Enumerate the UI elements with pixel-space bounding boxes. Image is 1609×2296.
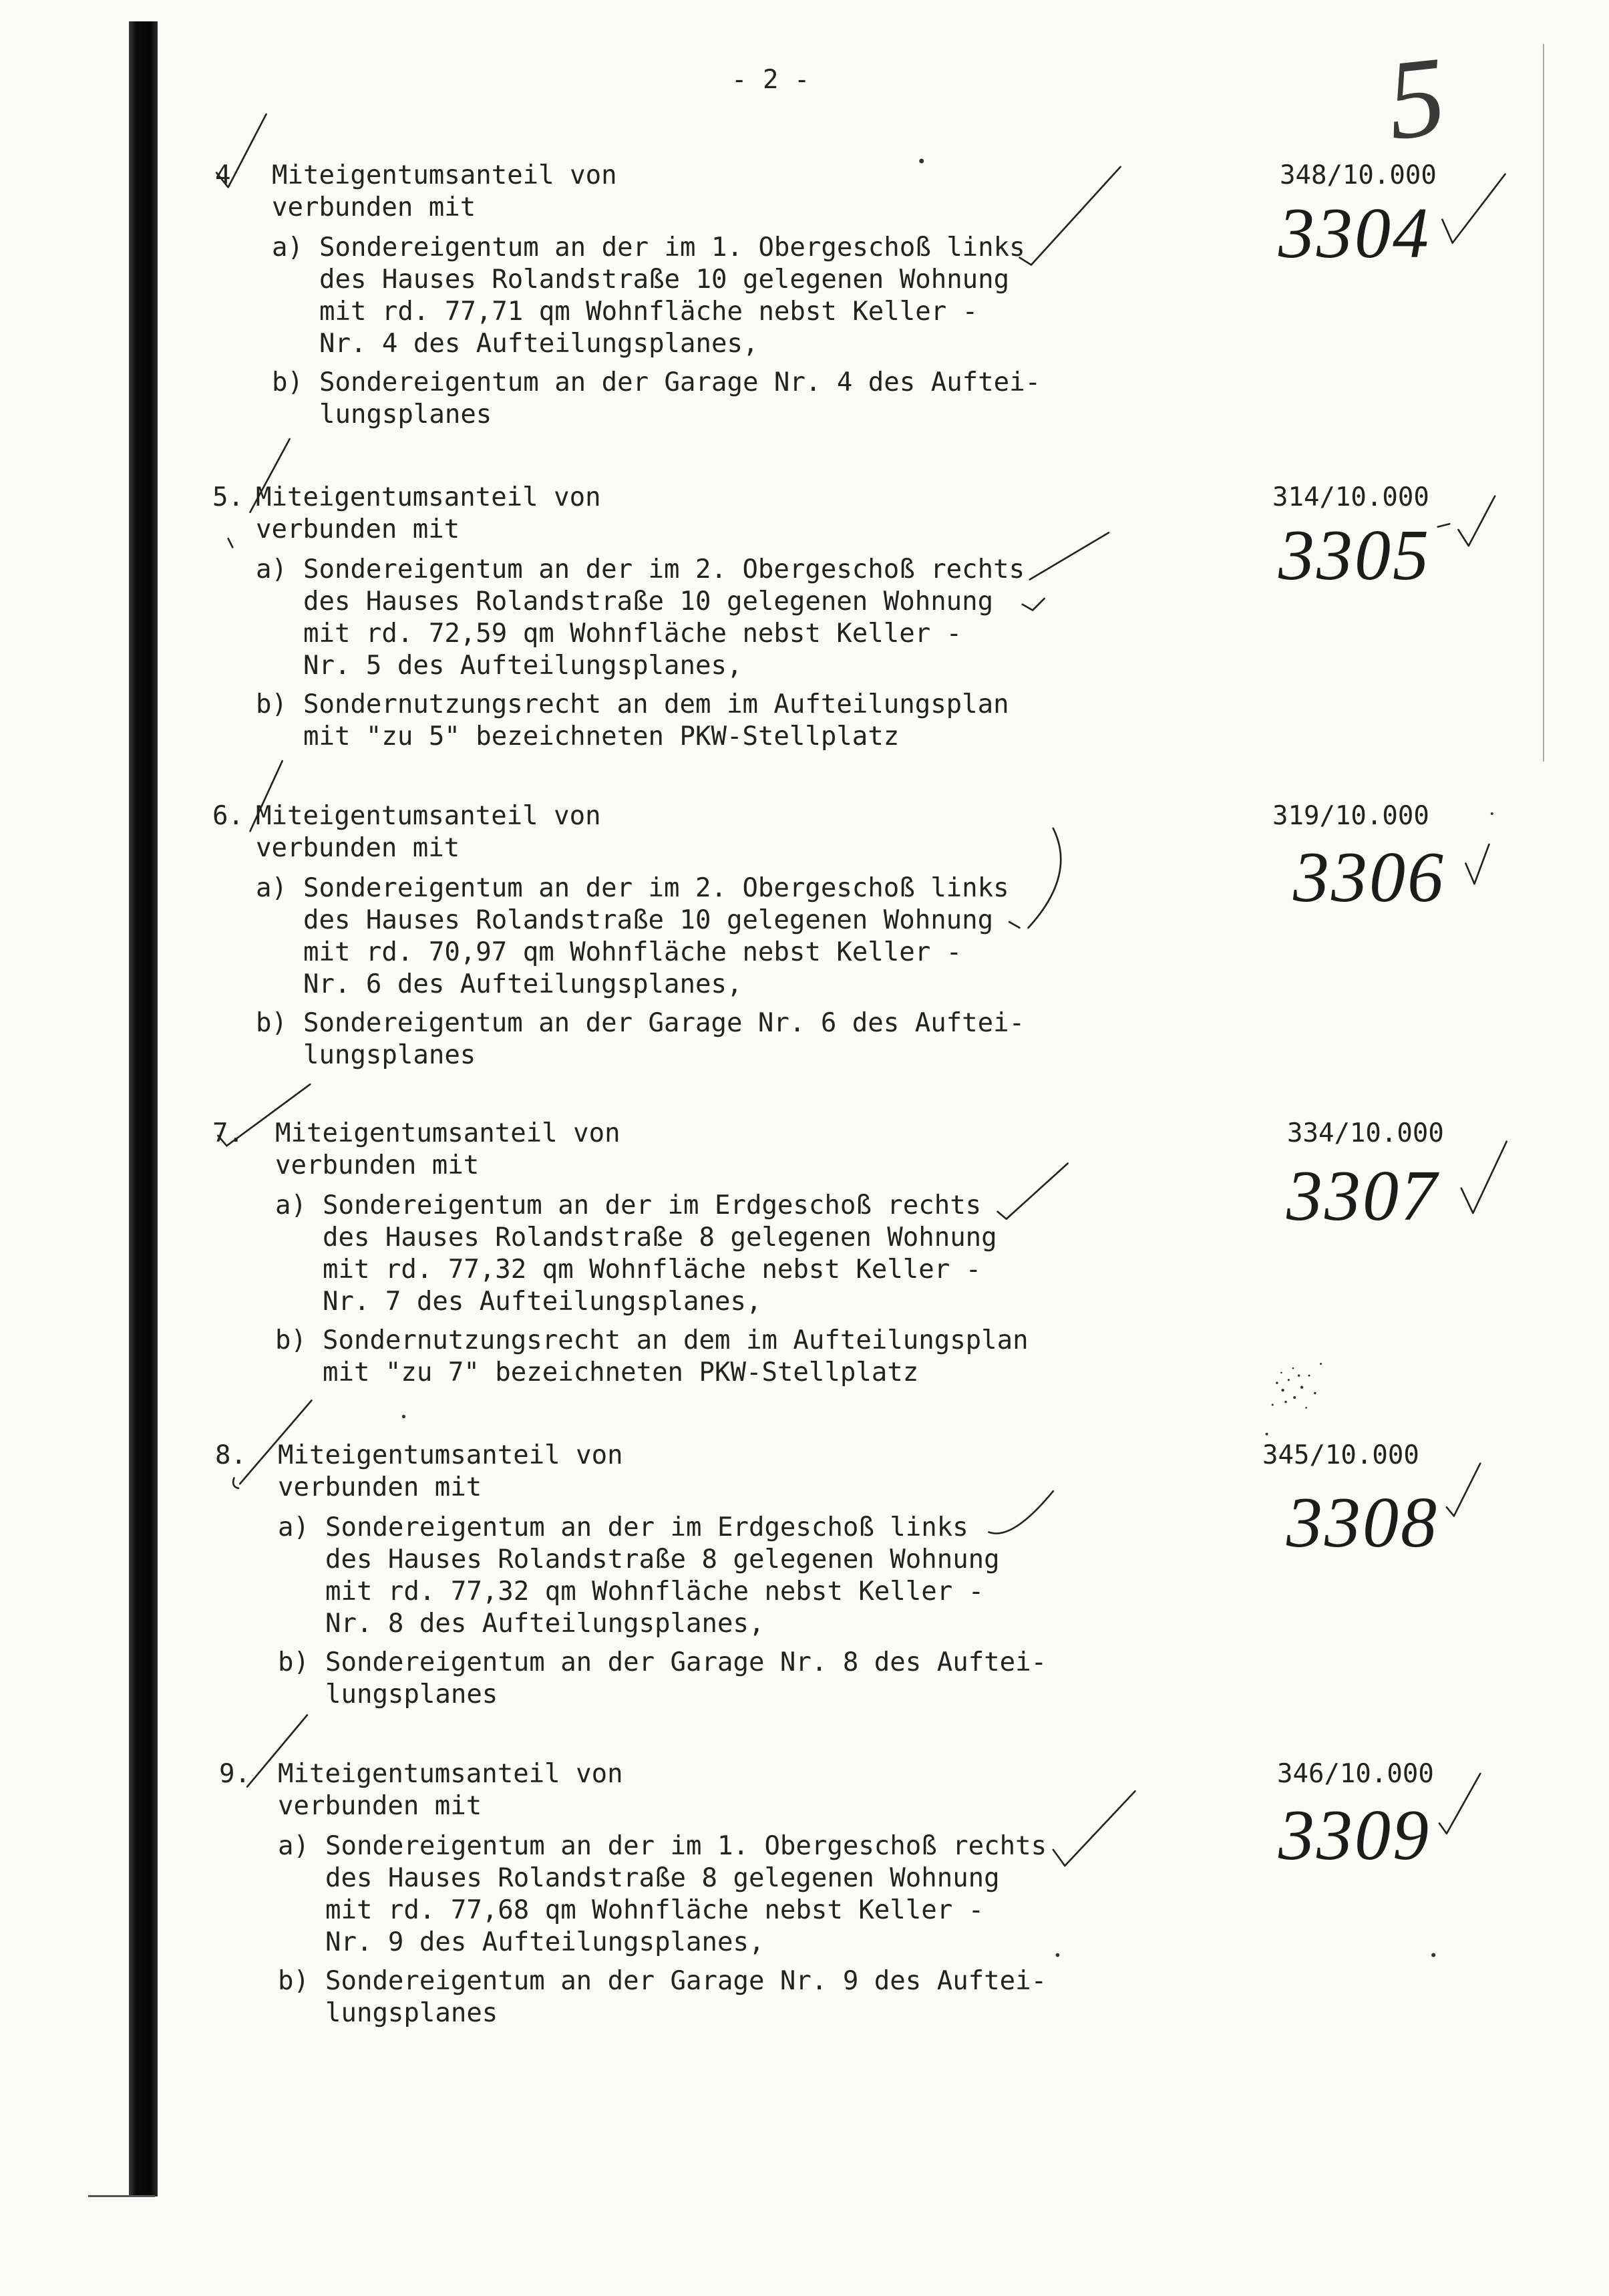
item-a bbox=[275, 1190, 1029, 1318]
item-line: mit rd. 77,68 qm Wohnfläche nebst Keller - bbox=[325, 1895, 985, 1925]
item-line: Sondereigentum an der Garage Nr. 9 des Auftei- bbox=[325, 1966, 1047, 1996]
pen-bracket-mark bbox=[1029, 828, 1061, 928]
item-b bbox=[275, 1325, 1029, 1389]
pen-tick bbox=[233, 1478, 238, 1488]
item-label: a) bbox=[272, 232, 303, 263]
entry-connector: verbunden mit bbox=[272, 192, 476, 222]
item-line: Nr. 9 des Aufteilungsplanes, bbox=[325, 1927, 765, 1957]
item-label: a) bbox=[275, 1190, 307, 1220]
entry-heading: Miteigentumsanteil von bbox=[272, 160, 617, 190]
entry-connector: verbunden mit bbox=[256, 514, 460, 544]
item-b bbox=[272, 367, 1041, 431]
item-line: Sondereigentum an der im Erdgeschoß links bbox=[325, 1512, 968, 1542]
pen-check-mark bbox=[1442, 174, 1505, 243]
item-text bbox=[319, 367, 1041, 431]
entry-heading: Miteigentumsanteil von bbox=[278, 1759, 623, 1789]
item-line: lungsplanes bbox=[325, 1679, 498, 1709]
item-line: mit rd. 70,97 qm Wohnfläche nebst Keller - bbox=[303, 937, 962, 967]
share-fraction: 334/10.000 bbox=[1287, 1118, 1444, 1148]
pen-check-mark bbox=[1053, 1791, 1135, 1866]
item-label: a) bbox=[278, 1512, 309, 1542]
item-line: mit rd. 77,32 qm Wohnfläche nebst Keller - bbox=[323, 1255, 982, 1285]
pen-dash bbox=[1438, 524, 1450, 526]
entry-connector: verbunden mit bbox=[278, 1472, 482, 1502]
handwritten-unit-number: 3306 bbox=[1293, 838, 1445, 917]
entry-connector: verbunden mit bbox=[278, 1791, 482, 1821]
handwritten-unit-number: 3308 bbox=[1286, 1483, 1439, 1563]
entry-number: 6. bbox=[212, 801, 244, 831]
entry-number: 5. bbox=[212, 482, 244, 512]
item-label: b) bbox=[256, 689, 287, 719]
item-line: Sondernutzungsrecht an dem im Aufteilungsplan bbox=[323, 1325, 1029, 1355]
item-text bbox=[323, 1190, 997, 1318]
entry-6 bbox=[212, 800, 1025, 1072]
item-a bbox=[256, 872, 1025, 1001]
item-label: a) bbox=[278, 1831, 309, 1861]
item-b bbox=[256, 1007, 1025, 1072]
item-line: Sondereigentum an der Garage Nr. 6 des Auftei- bbox=[303, 1008, 1025, 1038]
share-fraction: 319/10.000 bbox=[1272, 801, 1429, 831]
item-label: b) bbox=[278, 1966, 309, 1996]
item-a bbox=[278, 1512, 1047, 1640]
handwritten-unit-number: 3305 bbox=[1278, 516, 1431, 595]
entry-number: 7. bbox=[212, 1118, 244, 1148]
entry-heading: Miteigentumsanteil von bbox=[256, 482, 601, 512]
item-text bbox=[325, 1512, 1000, 1640]
entry-heading: Miteigentumsanteil von bbox=[256, 801, 601, 831]
item-line: des Hauses Rolandstraße 8 gelegenen Wohnung bbox=[323, 1222, 997, 1253]
item-line: Nr. 5 des Aufteilungsplanes, bbox=[303, 651, 743, 681]
item-line: lungsplanes bbox=[325, 1998, 498, 2028]
item-line: lungsplanes bbox=[303, 1040, 476, 1070]
item-text bbox=[303, 1007, 1025, 1072]
item-line: mit "zu 7" bezeichneten PKW-Stellplatz bbox=[323, 1357, 919, 1387]
item-line: des Hauses Rolandstraße 8 gelegenen Wohnung bbox=[325, 1863, 1000, 1893]
item-line: mit rd. 72,59 qm Wohnfläche nebst Keller - bbox=[303, 619, 962, 649]
item-a bbox=[256, 554, 1025, 682]
item-line: Sondereigentum an der Garage Nr. 8 des Auftei- bbox=[325, 1647, 1047, 1677]
item-line: mit rd. 77,71 qm Wohnfläche nebst Keller - bbox=[319, 297, 978, 327]
item-text bbox=[325, 1830, 1047, 1959]
item-line: Sondereigentum an der im 2. Obergeschoß links bbox=[303, 873, 1009, 903]
handwritten-unit-number: 3309 bbox=[1278, 1796, 1431, 1875]
scan-binding-edge bbox=[129, 21, 158, 2196]
pen-check-mark bbox=[1447, 1464, 1480, 1516]
pen-check-mark bbox=[1458, 496, 1495, 546]
item-text bbox=[303, 872, 1009, 1001]
item-text bbox=[325, 1965, 1047, 2029]
pen-check-mark bbox=[1439, 1774, 1480, 1834]
item-label: b) bbox=[272, 367, 303, 397]
share-fraction: 348/10.000 bbox=[1280, 160, 1437, 190]
handwritten-margin-mark: 5 bbox=[1381, 33, 1451, 164]
scan-page-edge bbox=[1543, 44, 1544, 762]
entry-5 bbox=[212, 482, 1025, 753]
item-line: Sondereigentum an der im 1. Obergeschoß links bbox=[319, 232, 1025, 263]
item-a bbox=[272, 232, 1041, 360]
item-text bbox=[303, 689, 1009, 753]
item-b bbox=[256, 689, 1025, 753]
share-fraction: 346/10.000 bbox=[1277, 1759, 1434, 1789]
item-text bbox=[303, 554, 1025, 682]
item-line: Nr. 4 des Aufteilungsplanes, bbox=[319, 329, 759, 359]
item-line: Sondereigentum an der im 1. Obergeschoß rechts bbox=[325, 1831, 1047, 1861]
item-label: b) bbox=[275, 1325, 307, 1355]
pen-check-mark bbox=[1465, 844, 1489, 884]
item-label: a) bbox=[256, 873, 287, 903]
entry-number: 4 bbox=[215, 160, 231, 190]
pen-tick bbox=[228, 538, 233, 547]
item-b bbox=[278, 1965, 1047, 2029]
item-line: des Hauses Rolandstraße 10 gelegenen Wohnung bbox=[303, 587, 994, 617]
item-label: b) bbox=[256, 1008, 287, 1038]
share-fraction: 314/10.000 bbox=[1272, 482, 1429, 512]
item-line: Sondereigentum an der im 2. Obergeschoß rechts bbox=[303, 554, 1025, 585]
entry-heading: Miteigentumsanteil von bbox=[275, 1118, 620, 1148]
item-line: Sondereigentum an der Garage Nr. 4 des Auftei- bbox=[319, 367, 1041, 397]
entry-connector: verbunden mit bbox=[256, 833, 460, 863]
pen-tick bbox=[1023, 599, 1045, 611]
item-text bbox=[325, 1647, 1047, 1711]
item-line: Sondernutzungsrecht an dem im Aufteilungsplan bbox=[303, 689, 1009, 719]
item-line: des Hauses Rolandstraße 8 gelegenen Wohnung bbox=[325, 1544, 1000, 1575]
item-label: b) bbox=[278, 1647, 309, 1677]
pen-slash-mark bbox=[1030, 532, 1109, 579]
item-a bbox=[278, 1830, 1047, 1959]
pen-check-mark bbox=[1461, 1142, 1507, 1213]
item-line: des Hauses Rolandstraße 10 gelegenen Wohnung bbox=[319, 265, 1010, 295]
handwritten-unit-number: 3307 bbox=[1286, 1156, 1439, 1236]
item-text bbox=[319, 232, 1025, 360]
entry-7 bbox=[212, 1118, 1029, 1389]
share-fraction: 345/10.000 bbox=[1262, 1440, 1419, 1470]
item-line: mit "zu 5" bezeichneten PKW-Stellplatz bbox=[303, 721, 900, 752]
scan-smudge bbox=[88, 2195, 155, 2197]
item-line: Sondereigentum an der im Erdgeschoß rechts bbox=[323, 1190, 982, 1220]
entry-heading: Miteigentumsanteil von bbox=[278, 1440, 623, 1470]
entry-9 bbox=[219, 1758, 1047, 2029]
item-line: Nr. 7 des Aufteilungsplanes, bbox=[323, 1287, 762, 1317]
item-line: lungsplanes bbox=[319, 399, 492, 430]
entry-4 bbox=[215, 160, 1041, 431]
item-b bbox=[278, 1647, 1047, 1711]
handwritten-unit-number: 3304 bbox=[1278, 194, 1431, 273]
item-line: Nr. 8 des Aufteilungsplanes, bbox=[325, 1609, 765, 1639]
item-line: Nr. 6 des Aufteilungsplanes, bbox=[303, 969, 743, 999]
item-label: a) bbox=[256, 554, 287, 585]
entry-8 bbox=[215, 1440, 1047, 1711]
item-line: mit rd. 77,32 qm Wohnfläche nebst Keller - bbox=[325, 1577, 985, 1607]
item-text bbox=[323, 1325, 1029, 1389]
page-number: - 2 - bbox=[731, 65, 810, 95]
entry-connector: verbunden mit bbox=[275, 1150, 480, 1180]
entry-number: 8. bbox=[215, 1440, 246, 1470]
entry-number: 9. bbox=[219, 1759, 250, 1789]
item-line: des Hauses Rolandstraße 10 gelegenen Wohnung bbox=[303, 905, 994, 935]
